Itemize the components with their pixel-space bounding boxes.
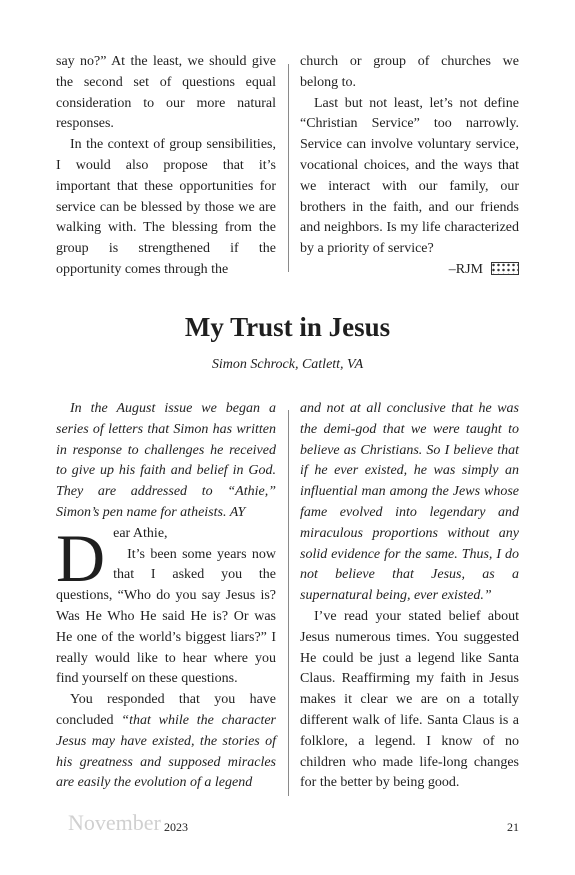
top-right-column [300, 52, 519, 281]
signature: –RJM [448, 261, 483, 277]
quote-continued: and not at all conclusive that he was the demi-god that we were taught to believe as Christians. So I believe that if he ever existed, he was simply an influential man among the Jews whose fame evolved into legendary and miraculous proportions without any solid evidence for the same. Thus, I do not believe that Jesus, as a supernatural being, ever existed.” [300, 401, 519, 604]
paragraph: It’s been some years now that I asked you the questions, “Who do you say Jesus is? Was He Who He said He is? Or was He one of the world’s biggest liars?” I really would like to hear where you find yourself on these questions. [56, 546, 276, 687]
page-number: 21 [507, 820, 519, 834]
article-intro: In the August issue we began a series of letters that Simon has written in response to challenges he received to give up his faith and belief in God. They are addressed to “Athie,” Simon’s pen name for atheists. AY [56, 401, 276, 520]
paragraph: say no?” At the least, we should give the second set of questions equal consideration to our more natural responses. [56, 54, 276, 132]
end-mark-icon [491, 262, 519, 275]
column-divider [288, 410, 289, 796]
paragraph: I’ve read your stated belief about Jesus numerous times. You suggested He could be just a legend like Santa Claus. Reaffirming my faith in Jesus makes it clear we are on a totally different walk of life. Santa Claus is a folklore, a legend. I know of no children who made life-long changes for the better by being good. [300, 608, 519, 791]
paragraph: church or group of churches we belong to. [300, 54, 519, 90]
paragraph: Last but not least, let’s not define “Christian Service” too narrowly. Service can involve voluntary service, vocational choices, and the ways that we interact with our family, our brothers in the faith, and our friends and neighbors. Is my life characterized by a priority of service? [300, 95, 519, 257]
article-left-column [56, 399, 276, 794]
signature-line [300, 260, 519, 281]
footer-month: November [68, 810, 161, 835]
salutation [56, 519, 276, 596]
article-title: My Trust in Jesus [184, 312, 391, 342]
paragraph-lead: You responded that you have concluded [56, 692, 276, 728]
drop-cap: D [56, 519, 106, 596]
paragraph [56, 690, 276, 794]
article-byline: Simon Schrock, Catlett, VA [211, 357, 364, 372]
paragraph: In the context of group sensibilities, I would also propose that it’s important that these opportunities for service can be blessed by those we are walking with. The blessing from the group is strengthened if the opportunity comes through the [56, 137, 276, 277]
salutation-text: ear Athie, [113, 525, 168, 541]
top-left-column [56, 52, 276, 281]
footer-year: 2023 [164, 820, 188, 834]
column-divider [288, 64, 289, 272]
quote: “that while the character Jesus may have existed, the stories of his greatness and supposed miracles are easily the evolution of a legend [56, 712, 276, 791]
article-right-column [300, 399, 519, 794]
